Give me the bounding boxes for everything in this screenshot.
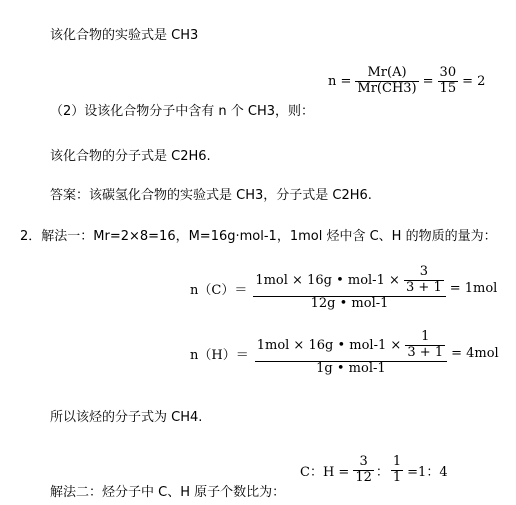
- ratio-numerator-1: 3: [353, 455, 374, 471]
- eq-c-result: = 1mol: [449, 280, 498, 296]
- eq-h-inner-fraction: [405, 330, 445, 361]
- eq-h-result: = 4mol: [451, 345, 499, 361]
- ratio-denominator-2: 1: [392, 469, 402, 485]
- ratio-denominator-1: 12: [355, 469, 372, 485]
- eq-n-equals: =: [422, 73, 434, 89]
- eq-c-fraction: [253, 265, 445, 312]
- text-line-6: 所以该烃的分子式为 CH4.: [50, 410, 203, 425]
- eq-n-denominator-2: 15: [439, 80, 457, 96]
- ratio-result: =1：4: [407, 464, 448, 480]
- method-two-line: 解法二：烃分子中 C、H 原子个数比为：: [50, 485, 286, 500]
- eq-n-lhs: n =: [328, 73, 352, 89]
- eq-n-result: = 2: [462, 73, 486, 89]
- method-one-line: 2．解法一：Mr=2×8=16，M=16g·mol-1，1mol 烃中含 C、H 的物质的量为：: [20, 229, 497, 244]
- ratio-numerator-2: 1: [392, 454, 402, 469]
- eq-h-inner-numerator: 1: [405, 330, 445, 346]
- eq-c-numerator: [253, 265, 445, 297]
- ratio-separator: ：: [375, 464, 389, 480]
- eq-n-fraction-2: [438, 66, 459, 97]
- eq-h-denominator: 1g • mol-1: [316, 360, 386, 376]
- eq-h-numerator-text: 1mol × 16g • mol-1 ×: [256, 337, 402, 353]
- eq-n-denominator-1: Mr(CH3): [357, 80, 417, 96]
- equation-n: [328, 66, 485, 97]
- ratio-lhs: C：H =: [300, 464, 350, 480]
- answer-line: 答案：该碳氢化合物的实验式是 CH3，分子式是 C2H6.: [50, 188, 372, 203]
- eq-h-numerator: [255, 330, 447, 362]
- eq-h-inner-denominator: 3 + 1: [407, 344, 444, 360]
- eq-h-lhs: n（H）＝: [190, 347, 249, 363]
- eq-n-numerator-1: Mr(A): [355, 66, 418, 82]
- eq-c-denominator: 12g • mol-1: [310, 295, 389, 311]
- equation-ratio: [300, 455, 448, 486]
- eq-h-fraction: [255, 330, 447, 377]
- text-line-1: 该化合物的实验式是 CH3: [50, 28, 199, 43]
- eq-n-fraction-1: [355, 66, 418, 97]
- equation-n-c: [190, 265, 497, 312]
- eq-n-numerator-2: 30: [439, 65, 457, 80]
- eq-c-inner-fraction: [404, 265, 444, 296]
- ratio-fraction-2: [391, 455, 403, 486]
- eq-c-lhs: n（C）＝: [190, 282, 248, 298]
- eq-c-inner-numerator: 3: [404, 265, 444, 281]
- text-line-3: 该化合物的分子式是 C2H6.: [50, 149, 211, 164]
- eq-c-inner-denominator: 3 + 1: [406, 279, 442, 295]
- eq-c-numerator-text: 1mol × 16g • mol-1 ×: [255, 272, 400, 288]
- equation-n-h: [190, 330, 499, 377]
- text-line-2: （2）设该化合物分子中含有 n 个 CH3，则：: [50, 104, 315, 119]
- ratio-fraction-1: [353, 455, 374, 486]
